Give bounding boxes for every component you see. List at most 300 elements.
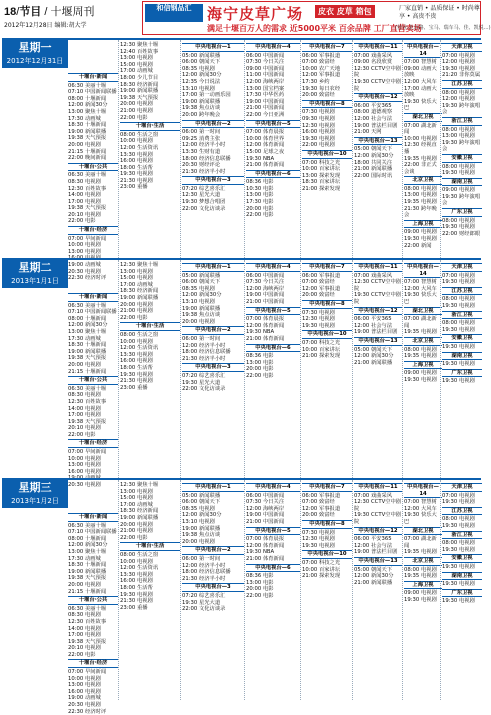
program-entry: 07:00 智慧树 — [404, 279, 437, 286]
program-entry: 21:30 经济半小时 — [182, 168, 226, 175]
program-entry: 19:30 NBA — [246, 549, 275, 556]
program-entry: 13:10 电视剧 — [182, 85, 215, 92]
program-entry: 09:00 名段欣赏 — [354, 59, 393, 66]
program-entry: 21:30 电视剧 — [120, 177, 153, 184]
channel-name: 中央电视台—5 — [246, 307, 300, 316]
program-entry: 21:30 电视剧 — [120, 378, 153, 385]
program-entry: 21:15 十堰新闻 — [68, 368, 107, 375]
page-folio: 18/节目 / 十堰周刊 — [4, 6, 95, 18]
channel-name: 湖北卫视 — [404, 307, 442, 316]
program-entry: 07:00 致富经 — [302, 59, 335, 66]
program-entry: 12:00 大风车 — [404, 285, 437, 292]
program-entry: 19:30 CCTV空中剧院 — [354, 512, 402, 525]
day-badge — [2, 40, 68, 68]
program-entry: 19:35 电视剧 — [404, 329, 437, 336]
program-entry: 08:30 电视剧 — [68, 178, 101, 185]
program-entry: 12:30 聚焦十堰 — [120, 482, 159, 488]
column-divider — [118, 480, 119, 700]
program-entry: 15:00 电视剧 — [120, 495, 153, 502]
program-entry: 08:35 电视剧 — [182, 285, 215, 292]
program-entry: 20:00 致富经 — [302, 92, 335, 99]
program-entry: 06:30 美丽十堰 — [68, 302, 107, 309]
program-entry: 05:00 朝闻天下 — [354, 566, 393, 573]
program-entry: 07:00 早间新闻 — [68, 449, 107, 456]
program-entry: 21:00 中国新闻 — [246, 105, 285, 112]
day-date: 2013年1月2日 — [11, 497, 59, 505]
channel-name: 中央电视台—5 — [246, 120, 300, 129]
program-entry: 19:00 新闻联播 — [68, 348, 107, 355]
program-entry: 07:00 致富经 — [302, 499, 335, 506]
program-entry: 06:00 平安365 — [354, 102, 392, 109]
program-entry: 12:00 体育新闻 — [246, 142, 285, 149]
channel-column — [246, 42, 300, 258]
program-entry: 06:30 美丽十堰 — [68, 385, 107, 392]
program-entry: 19:38 天气预报 — [68, 355, 107, 362]
program-entry: 19:30 快乐大巴 — [404, 98, 437, 112]
program-entry: 19:35 电视剧 — [404, 353, 437, 360]
program-entry: 07:30 电视剧 — [302, 109, 335, 116]
program-entry: 05:00 新闻联播 — [182, 272, 221, 279]
program-entry: 19:00 新闻联播 — [120, 294, 159, 301]
program-entry: 05:00 朝闻天下 — [354, 346, 393, 353]
program-entry: 15:00 电视剧 — [120, 61, 153, 68]
program-entry: 18:00 生活帮 — [120, 584, 153, 591]
program-entry: 19:35 电视剧 — [404, 549, 437, 556]
day-block — [2, 478, 481, 715]
channel-name: 中央电视台—6 — [246, 564, 300, 573]
column-divider — [180, 40, 181, 260]
program-entry: 12:00 社会与法 — [354, 542, 393, 549]
program-entry: 12:30 聚焦十堰 — [120, 42, 159, 48]
column-divider — [300, 40, 301, 260]
program-entry: 19:30 电视剧 — [442, 546, 475, 553]
program-entry: 19:38 天气预报 — [120, 94, 159, 101]
program-entry: 09:00 电视剧 — [404, 370, 437, 377]
program-entry: 22:00 新闻 — [404, 242, 432, 249]
program-entry: 06:00 军事报道 — [302, 272, 341, 279]
channel-column — [246, 482, 300, 698]
program-entry: 19:00 动画城 — [68, 262, 101, 269]
channel-column — [68, 292, 118, 489]
program-entry: 08:00 生活之窗 — [120, 131, 159, 138]
program-entry: 19:30 快乐大巴 — [404, 512, 437, 525]
program-entry: 13:00 电影 — [246, 579, 274, 586]
program-entry: 16:00 电视剧 — [120, 158, 153, 165]
section-name: 节目 — [19, 6, 42, 18]
program-entry: 10:00 电视剧 — [120, 138, 153, 145]
day-date: 2013年1月1日 — [11, 277, 59, 285]
program-entry: 12:00 新闻30分 — [182, 292, 222, 299]
program-entry: 19:30 电视剧 — [404, 236, 437, 243]
program-entry: 18:00 生活帮 — [120, 164, 153, 171]
program-entry: 19:38 焦点访谈 — [182, 105, 221, 112]
program-entry: 22:00 电影 — [246, 212, 274, 219]
program-entry: 08:00 电视剧 — [442, 89, 475, 96]
channel-name: 中央电视台—10 — [302, 150, 352, 159]
channel-name: 中央电视台—1 — [182, 483, 244, 492]
channel-name: 安徽卫视 — [442, 154, 482, 163]
day-label — [2, 40, 68, 68]
channel-name: 江苏卫视 — [442, 507, 482, 516]
program-entry: 23:00 重播 — [120, 384, 148, 391]
program-entry: 20:00 电影 — [246, 205, 274, 212]
channel-column — [120, 482, 180, 698]
channel-name: 中央电视台—3 — [182, 363, 244, 372]
program-entry: 18:00 少儿节目 — [120, 74, 159, 81]
channel-name: 中央电视台—6 — [246, 344, 300, 353]
program-entry: 16:00 电视剧 — [302, 129, 335, 136]
program-entry: 10:00 百家讲坛 — [302, 346, 341, 353]
channel-column — [442, 262, 482, 478]
program-entry: 07:00 早间新闻 — [68, 235, 107, 242]
channel-name: 中央电视台—14 — [404, 483, 442, 498]
channel-name: 中央电视台—11 — [354, 483, 402, 492]
program-entry: 09:25 消费主张 — [182, 135, 221, 142]
program-entry: 08:00 电视剧 — [442, 163, 475, 170]
program-entry: 19:00 新闻联播 — [182, 98, 221, 105]
program-entry: 12:00 经济半小时 — [182, 562, 226, 569]
program-entry: 19:35 电视剧 — [404, 199, 437, 206]
channel-name: 中央电视台—1 — [182, 263, 244, 272]
program-entry: 13:30 电视剧 — [120, 151, 153, 158]
program-entry: 13:00 探索发现 — [302, 172, 341, 179]
program-entry: 19:30 电视剧 — [302, 322, 335, 329]
day-label — [2, 260, 68, 288]
program-entry: 19:30 跨年演唱会 — [442, 139, 481, 153]
program-entry: 20:00 电视剧 — [182, 318, 215, 325]
program-entry: 22:00 电影 — [246, 372, 274, 379]
program-entry: 08:00 十堰新闻 — [68, 95, 107, 102]
program-entry: 18:00 生活帮 — [120, 364, 153, 371]
program-entry: 17:30 动画城 — [68, 335, 101, 342]
program-entry: 21:00 体育新闻 — [246, 335, 285, 342]
program-entry: 18:30 十堰新闻 — [68, 562, 107, 569]
page-header — [0, 0, 491, 38]
program-entry: 07:00 体育晨报 — [246, 316, 285, 323]
program-entry: 12:00 经济半小时 — [182, 342, 226, 349]
program-entry: 12:00 新闻30分 — [354, 353, 394, 360]
channel-column — [354, 262, 402, 478]
column-divider — [402, 260, 403, 480]
program-entry: 08:00 生活之窗 — [120, 331, 159, 338]
program-entry: 22:30 经济时评 — [68, 708, 107, 715]
program-entry: 08:00 电视剧 — [442, 540, 475, 547]
program-entry: 20:00 电视剧 — [68, 581, 101, 588]
program-entry: 05:00 朝闻天下 — [354, 146, 393, 153]
program-entry: 08:00 十堰新闻 — [68, 315, 107, 322]
column-divider — [244, 480, 245, 700]
program-entry: 17:00 电视剧 — [68, 198, 101, 205]
program-entry: 06:00 朝闻天下 — [182, 499, 221, 506]
program-entry: 19:38 焦点访谈 — [182, 312, 221, 319]
column-divider — [352, 480, 353, 700]
program-entry: 09:30 电视剧 — [302, 115, 335, 122]
program-entry: 14:00 电视剧 — [68, 625, 101, 632]
channel-name: 中央电视台—3 — [182, 176, 244, 185]
program-entry: 08:30 电视剧 — [68, 392, 101, 399]
channel-column — [68, 512, 118, 715]
program-entry: 20:00 电影 — [246, 586, 274, 593]
program-entry: 17:00 动画城 — [120, 68, 153, 75]
program-entry: 19:35 电视剧 — [404, 155, 437, 162]
program-entry: 07:00 致富经 — [302, 279, 335, 286]
program-entry: 10:00 电视剧 — [68, 675, 101, 682]
program-entry: 19:30 电视剧 — [442, 563, 475, 570]
channel-name: 十堰台·新闻 — [68, 73, 118, 82]
program-entry: 12:00 军事报道 — [302, 285, 341, 292]
program-entry: 22:00 电影 — [68, 431, 96, 438]
program-entry: 17:00 动画城 — [120, 501, 153, 508]
program-entry: 08:00 电视剧 — [404, 185, 437, 192]
weekday: 星期二 — [18, 261, 52, 274]
program-entry: 07:30 电视剧 — [302, 309, 335, 316]
channel-name: 江苏卫视 — [442, 80, 482, 89]
program-entry: 19:38 天气预报 — [68, 575, 107, 582]
program-entry: 08:00 电视剧 — [404, 566, 437, 573]
program-entry: 19:00 中国新闻 — [246, 512, 285, 519]
program-entry: 12:30 CCTV空中剧院 — [354, 279, 402, 292]
program-entry: 21:00 体育新闻 — [246, 555, 285, 562]
program-entry: 07:20 综艺喜乐汇 — [182, 185, 226, 192]
program-entry: 19:00 普法栏目剧 — [354, 122, 398, 129]
program-entry: 19:00 普法栏目剧 — [354, 329, 398, 336]
program-entry: 20:00 电视剧 — [120, 101, 153, 108]
program-entry: 12:30 CCTV空中剧院 — [354, 499, 402, 512]
channel-column — [354, 482, 402, 698]
program-entry: 20:30 电视剧 — [68, 268, 101, 275]
program-entry: 19:00 新闻联播 — [68, 128, 107, 135]
program-entry: 20:10 电视剧 — [68, 425, 101, 432]
program-entry: 10:30 电影 — [246, 185, 274, 192]
program-entry: 20:00 致富经 — [302, 512, 335, 519]
program-entry: 22:00 电影 — [120, 534, 148, 541]
channel-name: 十堰台·公共 — [68, 163, 118, 172]
program-entry: 08:00 电视剧 — [442, 126, 475, 133]
channel-name: 中央电视台—7 — [302, 263, 352, 272]
channel-name: 广东卫视 — [442, 369, 482, 378]
program-entry: 07:00 电视剧 — [442, 52, 475, 59]
program-entry: 08:00 电视剧 — [442, 320, 475, 327]
channel-name: 中央电视台—12 — [354, 93, 402, 102]
channel-name: 中央电视台—5 — [246, 527, 300, 536]
program-entry: 19:00 中国新闻 — [246, 98, 285, 105]
program-entry: 21:00 探索发现 — [302, 573, 341, 580]
column-divider — [352, 260, 353, 480]
channel-name: 中央电视台—8 — [302, 100, 352, 109]
program-entry: 13:00 电视剧 — [442, 133, 475, 140]
program-entry: 12:00 电视剧 — [442, 96, 475, 103]
program-entry: 06:30 美丽十堰 — [68, 172, 107, 179]
channel-name: 中央电视台—1 — [182, 43, 244, 52]
program-entry: 12:00 新闻30分 — [68, 102, 108, 109]
channel-name: 中央电视台—4 — [246, 43, 300, 52]
channel-name: 中央电视台—11 — [354, 263, 402, 272]
channel-name: 天津卫视 — [442, 43, 482, 52]
program-entry: 06:00 中国新闻 — [246, 492, 285, 499]
column-divider — [244, 40, 245, 260]
program-entry: 22:00 国际时讯 — [354, 172, 393, 179]
program-entry: 12:30 百姓故事 — [68, 398, 107, 405]
channel-name: 中央电视台—7 — [302, 43, 352, 52]
channel-name: 天津卫视 — [442, 483, 482, 492]
program-entry: 05:00 新闻联播 — [182, 52, 221, 59]
program-entry: 13:00 电视剧 — [68, 248, 101, 255]
program-entry: 19:30 NBA — [246, 155, 275, 162]
program-entry: 16:00 电视剧 — [68, 468, 101, 475]
program-entry: 12:00 体育新闻 — [246, 322, 285, 329]
paper-name: 十堰周刊 — [50, 6, 95, 18]
channel-name: 江苏卫视 — [442, 287, 482, 296]
program-entry: 19:00 新闻联播 — [68, 568, 107, 575]
column-divider — [352, 40, 353, 260]
channel-name: 中央电视台—3 — [182, 583, 244, 592]
program-entry: 19:00 新闻联播 — [120, 88, 159, 95]
program-entry: 08:00 电视剧 — [442, 296, 475, 303]
program-entry: 19:30 电视剧 — [442, 224, 475, 231]
program-entry: 19:00 新闻联播 — [120, 514, 159, 521]
program-entry: 06:00 朝闻天下 — [182, 279, 221, 286]
program-entry: 12:00 新闻30分 — [354, 573, 394, 580]
program-entry: 06:00 第一时间 — [182, 129, 221, 136]
program-entry: 07:00 智慧树 — [404, 59, 437, 66]
program-entry: 12:00 新闻30分 — [182, 512, 222, 519]
program-entry: 19:30 电视剧 — [442, 170, 475, 177]
program-entry: 18:00 经济信息联播 — [182, 155, 231, 162]
channel-name: 浙江卫视 — [442, 531, 482, 540]
program-entry: 12:00 大风车 — [404, 505, 437, 512]
program-entry: 09:00 动画大放映 — [404, 65, 437, 79]
column-divider — [440, 480, 441, 700]
day-badge — [2, 260, 68, 288]
channel-name: 北京卫视 — [404, 176, 442, 185]
channel-column — [404, 42, 442, 258]
program-entry: 19:30 跨年演唱会 — [442, 193, 481, 207]
ad-tagline: 厂家直销 • 品质保证 • 时尚尊享 • 高贵不贵 — [399, 5, 480, 20]
channel-name: 广东卫视 — [442, 589, 482, 598]
channel-name: 中央电视台—2 — [182, 326, 244, 335]
program-entry: 19:30 电视剧 — [442, 326, 475, 333]
program-entry: 19:30 电视剧 — [404, 376, 437, 383]
program-entry: 13:30 电视剧 — [120, 351, 153, 358]
program-entry: 08:36 电影 — [246, 573, 274, 580]
program-entry: 08:00 道德观察 — [354, 109, 393, 116]
program-entry: 10:00 电视剧 — [120, 338, 153, 345]
program-entry: 12:00 生活资讯 — [120, 345, 159, 352]
program-entry: 12:30 星光大道 — [182, 192, 221, 199]
program-entry: 19:30 电视剧 — [120, 171, 153, 178]
program-entry: 07:30 今日关注 — [246, 59, 285, 66]
column-divider — [300, 480, 301, 700]
channel-column — [442, 42, 482, 258]
channel-name: 中央电视台—11 — [354, 43, 402, 52]
program-entry: 07:00 科技之光 — [302, 559, 341, 566]
channel-name: 上海卫视 — [404, 581, 442, 590]
column-divider — [118, 40, 119, 260]
program-entry: 18:30 百家讲坛 — [302, 179, 341, 186]
program-entry: 21:00 电视剧 — [120, 528, 153, 535]
program-entry: 21:00 中国新闻 — [246, 298, 285, 305]
program-entry: 12:30 电视剧 — [302, 316, 335, 323]
program-entry: 06:30 美丽十堰 — [68, 522, 107, 529]
channel-name: 中央电视台—13 — [354, 337, 402, 346]
program-entry: 12:00 社会与法 — [354, 322, 393, 329]
program-entry: 13:00 电视剧 — [120, 268, 153, 275]
program-entry: 08:35 电视剧 — [182, 65, 215, 72]
program-entry: 21:00 电视剧 — [120, 107, 153, 114]
ad-subtext: (营业:北京路、宝马、瑞车马、佳、凯悦…) — [395, 25, 491, 31]
program-entry: 22:00 电影 — [246, 592, 274, 599]
program-entry: 12:30 经视直播 — [404, 142, 437, 155]
program-entry: 14:00 电视剧 — [68, 192, 101, 199]
program-entry: 18:30 经济新闻 — [120, 288, 159, 295]
program-entry: 08:00 电视剧 — [442, 217, 475, 224]
channel-name: 北京卫视 — [404, 557, 442, 566]
program-entry: 13:00 聚焦十堰 — [68, 548, 107, 555]
program-entry: 13:00 聚焦十堰 — [68, 108, 107, 115]
program-entry: 12:30 电视剧 — [302, 536, 335, 543]
channel-name: 十堰台·经济 — [68, 659, 118, 668]
channel-name: 十堰台·经济 — [68, 439, 118, 448]
program-entry: 19:00 新闻联播 — [182, 305, 221, 312]
channel-column — [404, 482, 442, 698]
program-entry: 22:00 电影 — [68, 651, 96, 658]
program-entry: 20:10 电视剧 — [68, 211, 101, 218]
program-entry: 18:00 经济信息联播 — [182, 349, 231, 356]
channel-column — [182, 262, 244, 478]
program-entry: 13:10 电视剧 — [182, 518, 215, 525]
program-entry: 10:00 体育世界 — [246, 135, 285, 142]
program-entry: 21:15 十堰新闻 — [68, 588, 107, 595]
program-entry: 19:30 每日农经 — [302, 85, 341, 92]
program-entry: 18:30 经济新闻 — [120, 81, 159, 88]
program-entry: 07:30 今日关注 — [246, 279, 285, 286]
program-entry: 06:00 军事报道 — [302, 492, 341, 499]
dateline: 2012年12月28日 编辑:胡大学 — [4, 22, 87, 29]
day-label — [2, 480, 68, 508]
program-entry: 08:36 电影 — [246, 353, 274, 360]
program-entry: 19:30 快乐大巴 — [404, 292, 437, 305]
program-entry: 19:00 中国新闻 — [246, 292, 285, 299]
program-entry: 12:00 社会与法 — [354, 115, 393, 122]
program-entry: 20:10 电视剧 — [68, 645, 101, 652]
channel-name: 十堰台·生活 — [120, 122, 180, 131]
program-entry: 12:00 生活资讯 — [120, 565, 159, 572]
program-entry: 16:00 电视剧 — [120, 578, 153, 585]
program-entry: 21:00 探索发现 — [302, 185, 341, 192]
program-entry: 17:30 中华医药 — [246, 92, 285, 99]
program-entry: 08:00 十堰新闻 — [68, 535, 107, 542]
ad-slogan: 满足十堰百万人的需求 近5000平米 百余品牌 工厂直营卖场 — [207, 24, 422, 33]
program-entry: 19:30 电视剧 — [442, 343, 475, 350]
program-entry: 07:10 中国新闻联播 — [68, 309, 117, 316]
program-entry: 09:00 电视剧 — [442, 187, 475, 194]
program-entry: 19:38 天气预报 — [68, 135, 107, 142]
column-divider — [402, 480, 403, 700]
program-entry: 17:00 动画大放映 — [404, 85, 437, 99]
channel-name: 上海卫视 — [404, 220, 442, 229]
program-entry: 12:00 新闻30分 — [354, 152, 394, 159]
column-divider — [300, 260, 301, 480]
program-entry: 13:00 国宝档案 — [246, 85, 285, 92]
column-divider — [118, 260, 119, 480]
program-entry: 12:40 百姓故事 — [120, 48, 159, 55]
program-entry: 16:00 电视剧 — [68, 688, 101, 695]
program-entry: 18:30 十堰新闻 — [68, 122, 107, 129]
program-entry: 20:00 电视剧 — [68, 361, 101, 368]
program-entry: 12:00 电视剧 — [442, 59, 475, 66]
program-entry: 07:00 早间新闻 — [68, 669, 107, 676]
program-entry: 23:00 重播 — [120, 604, 148, 611]
